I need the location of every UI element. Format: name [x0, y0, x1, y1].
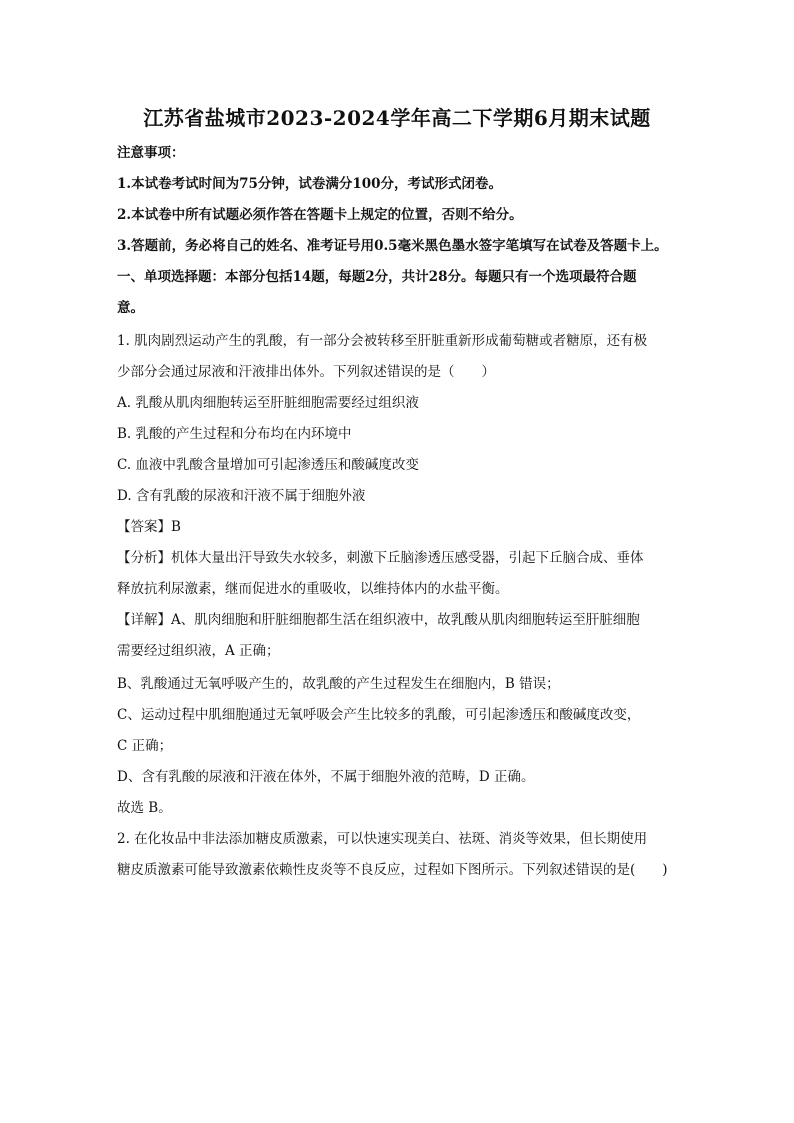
- section-heading-continued: 意。: [117, 300, 144, 316]
- question-1-analysis: 【分析】机体大量出汗导致失水较多，刺激下丘脑渗透压感受器，引起下丘脑合成、垂体: [117, 550, 644, 566]
- note-item-3: 3.答题前，务必将自己的姓名、准考证号用0.5毫米黑色墨水签字笔填写在试卷及答题卡上。: [117, 238, 668, 254]
- note-item-1: 1.本试卷考试时间为75分钟，试卷满分100分，考试形式闭卷。: [117, 176, 503, 192]
- question-2-stem-continued: 糖皮质激素可能导致激素依赖性皮炎等不良反应，过程如下图所示。下列叙述错误的是( ): [117, 862, 668, 878]
- question-1-detail-c: C、运动过程中肌细胞通过无氧呼吸会产生比较多的乳酸，可引起渗透压和酸碱度改变，: [117, 707, 641, 723]
- question-1-analysis-continued: 释放抗利尿激素，继而促进水的重吸收，以维持体内的水盐平衡。: [117, 581, 509, 597]
- notes-heading: 注意事项：: [117, 145, 185, 161]
- question-1-detail-c-continued: C 正确；: [117, 738, 173, 754]
- question-1-option-c: C. 血液中乳酸含量增加可引起渗透压和酸碱度改变: [117, 457, 419, 473]
- question-2-stem: 2. 在化妆品中非法添加糖皮质激素，可以快速实现美白、祛斑、消炎等效果，但长期使用: [117, 831, 648, 847]
- section-heading: 一、单项选择题：本部分包括14题，每题2分，共计28分。每题只有一个选项最符合题: [117, 269, 637, 285]
- question-1-detail-continued: 需要经过组织液，A 正确；: [117, 643, 280, 659]
- question-1-conclusion: 故选 B。: [117, 800, 172, 816]
- question-1-stem-continued: 少部分会通过尿液和汗液排出体外。下列叙述错误的是（ ）: [117, 364, 495, 380]
- question-1-detail-b: B、乳酸通过无氧呼吸产生的，故乳酸的产生过程发生在细胞内，B 错误；: [117, 676, 560, 692]
- document-title: 江苏省盐城市2023-2024学年高二下学期6月期末试题: [143, 106, 651, 130]
- question-1-option-d: D. 含有乳酸的尿液和汗液不属于细胞外液: [117, 488, 366, 504]
- question-1-answer: 【答案】B: [117, 519, 181, 535]
- question-1-detail: 【详解】A、肌肉细胞和肝脏细胞都生活在组织液中，故乳酸从肌肉细胞转运至肝脏细胞: [117, 612, 640, 628]
- question-1-option-a: A. 乳酸从肌肉细胞转运至肝脏细胞需要经过组织液: [117, 395, 419, 411]
- question-1-detail-d: D、含有乳酸的尿液和汗液在体外，不属于细胞外液的范畴，D 正确。: [117, 769, 535, 785]
- question-1-stem: 1. 肌肉剧烈运动产生的乳酸，有一部分会被转移至肝脏重新形成葡萄糖或者糖原，还有极: [117, 333, 648, 349]
- note-item-2: 2.本试卷中所有试题必须作答在答题卡上规定的位置，否则不给分。: [117, 207, 523, 223]
- question-1-option-b: B. 乳酸的产生过程和分布均在内环境中: [117, 426, 352, 442]
